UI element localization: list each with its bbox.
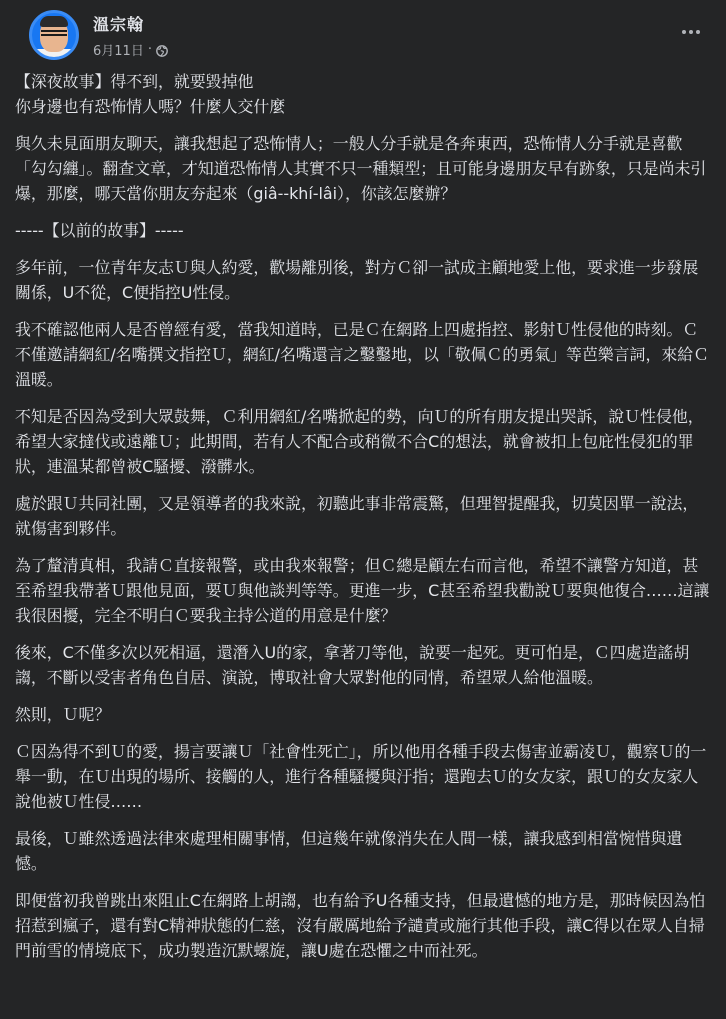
post-paragraph: -----【以前的故事】----- <box>15 221 184 240</box>
author-avatar[interactable] <box>29 10 79 60</box>
post-paragraph: 即便當初我曾跳出來阻止C在網路上胡謅，也有給予U各種支持，但最遺憾的地方是，那時候因為怕招惹到瘋子，還有對C精神狀態的仁慈，沒有嚴厲地給予譴責或施行其他手段，讓C得以在眾人自掃門前雪的情境底下，成功製造沉默螺旋，讓U處在恐懼之中而社死。 <box>15 891 706 960</box>
post-paragraph: 為了釐清真相，我請Ｃ直接報警，或由我來報警；但Ｃ總是顧左右而言他，希望不讓警方知道，甚至希望我帶著Ｕ跟他見面，要Ｕ與他談判等等。更進一步，C甚至希望我勸說Ｕ要與他復合……這讓我很困擾，完全不明白Ｃ要我主持公道的用意是什麼？ <box>15 556 710 625</box>
post-paragraph: 多年前，一位青年友志Ｕ與人約愛，歡場離別後，對方Ｃ卻一試成主顧地愛上他，要求進一步發展關係，U不從，C便指控U性侵。 <box>15 258 699 302</box>
globe-icon[interactable] <box>156 45 168 57</box>
post-paragraph: 【深夜故事】得不到，就要毀掉他 你身邊也有恐怖情人嗎？什麼人交什麼 <box>15 72 286 116</box>
post-paragraph: 後來，C不僅多次以死相逼，還潛入U的家，拿著刀等他，說要一起死。更可怕是，Ｃ四處造謠胡謅，不斷以受害者角色自居、演說，博取社會大眾對他的同情，希望眾人給他溫暖。 <box>15 643 690 687</box>
post-header <box>16 0 710 68</box>
post-paragraph: 然則，Ｕ呢？ <box>15 705 111 724</box>
post-paragraph: 最後，Ｕ雖然透過法律來處理相關事情，但這幾年就像消失在人間一樣，讓我感到相當惋惜與遺憾。 <box>15 829 683 873</box>
post-paragraph: Ｃ因為得不到Ｕ的愛，揚言要讓Ｕ「社會性死亡」，所以他用各種手段去傷害並霸凌Ｕ，觀察Ｕ的一舉一動，在Ｕ出現的場所、接觸的人，進行各種騷擾與汙指；還跑去Ｕ的女友家，跟Ｕ的女友家人說他被Ｕ性侵…… <box>15 742 707 811</box>
post-meta <box>93 40 168 59</box>
post-paragraph: 與久未見面朋友聊天，讓我想起了恐怖情人；一般人分手就是各奔東西，恐怖情人分手就是喜歡「勾勾纏」。翻查文章，才知道恐怖情人其實不只一種類型；且可能身邊朋友早有跡象，只是尚未引爆，那麼，哪天當你朋友夯起來（giâ--khí-lâi），你該怎麼辦？ <box>15 134 707 203</box>
more-options-icon[interactable] <box>676 22 706 42</box>
post-body <box>15 69 711 975</box>
post-paragraph: 不知是否因為受到大眾鼓舞，Ｃ利用網紅/名嘴掀起的勢，向Ｕ的所有朋友提出哭訴，說Ｕ性侵他，希望大家撻伐或遠離Ｕ；此期間，若有人不配合或稍微不合C的想法，就會被扣上包庇性侵犯的罪狀，連溫某都曾被C騷擾、潑髒水。 <box>15 407 704 476</box>
post-paragraph: 我不確認他兩人是否曾經有愛，當我知道時，已是Ｃ在網路上四處指控、影射Ｕ性侵他的時刻。Ｃ不僅邀請網紅/名嘴撰文指控Ｕ，網紅/名嘴還言之鑿鑿地，以「敬佩Ｃ的勇氣」等芭樂言詞，來給Ｃ溫暖。 <box>15 320 710 389</box>
post-date[interactable]: 6月11日 <box>93 44 144 59</box>
meta-separator: · <box>147 42 152 57</box>
author-name[interactable]: 溫宗翰 <box>93 15 145 34</box>
post-paragraph: 處於跟Ｕ共同社團，又是領導者的我來說，初聽此事非常震驚，但理智提醒我，切莫因單一說法，就傷害到夥伴。 <box>15 494 699 538</box>
